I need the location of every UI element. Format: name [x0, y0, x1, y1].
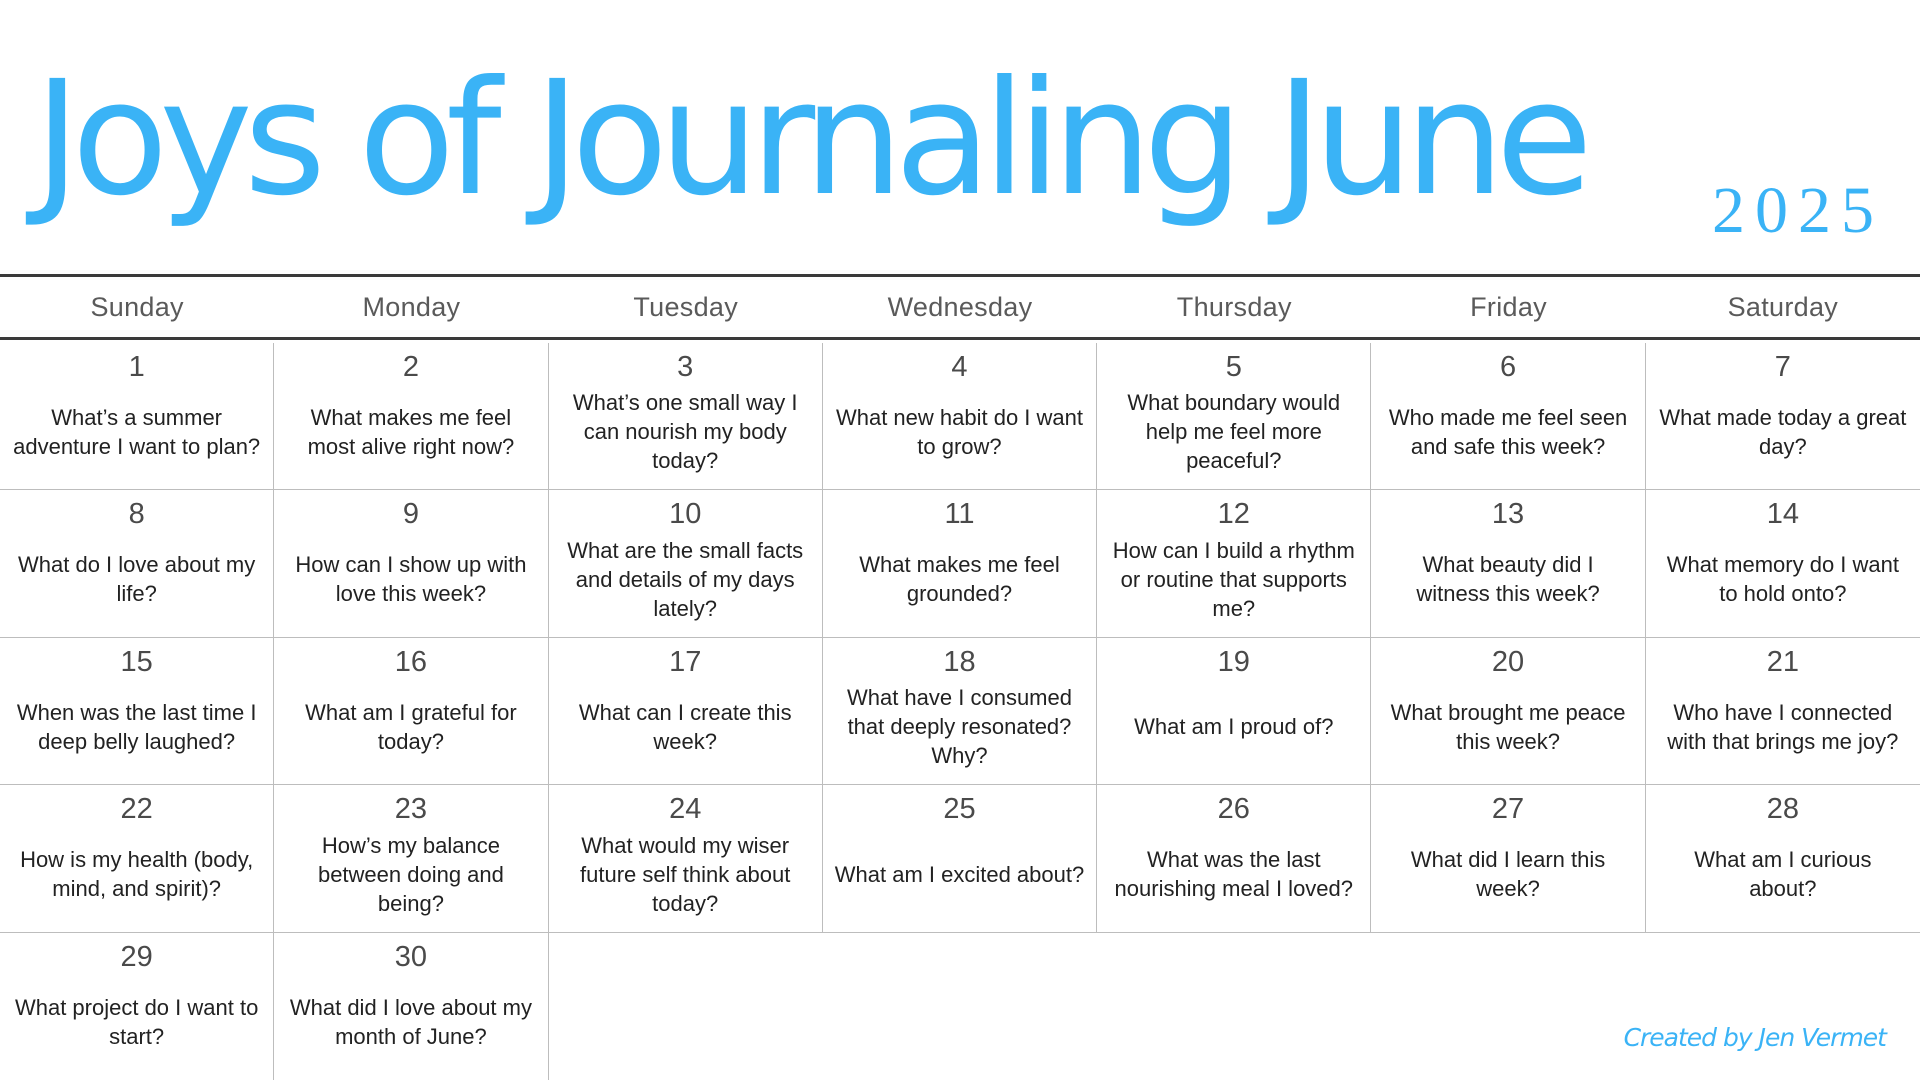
empty-cell	[1097, 933, 1371, 1080]
weekday-monday: Monday	[362, 291, 461, 322]
day-number: 3	[677, 351, 694, 383]
day-cell	[1646, 343, 1920, 490]
day-number: 22	[120, 793, 153, 826]
day-prompt: How can I show up with love this week?	[295, 552, 527, 607]
day-prompt: What did I learn this week?	[1410, 847, 1606, 902]
day-cell	[274, 343, 548, 490]
day-number: 9	[402, 498, 419, 531]
day-cell	[1097, 343, 1371, 490]
day-cell	[1371, 785, 1645, 932]
day-cell	[1371, 638, 1645, 785]
day-prompt: How can I build a rhythm or routine that supports me?	[1112, 537, 1355, 621]
day-cell	[549, 490, 823, 637]
day-prompt: What boundary would help me feel more peaceful?	[1127, 390, 1341, 474]
day-number: 21	[1766, 645, 1799, 678]
day-prompt: What makes me feel grounded?	[859, 552, 1060, 607]
day-prompt: What was the last nourishing meal I loved?	[1114, 847, 1354, 902]
weekday-friday: Friday	[1470, 291, 1547, 322]
day-prompt: What are the small facts and details of my days lately?	[567, 537, 804, 621]
day-cell	[823, 490, 1097, 637]
day-cell	[823, 638, 1097, 785]
day-number: 16	[394, 645, 428, 678]
day-prompt: What made today a great day?	[1659, 404, 1907, 459]
day-number: 26	[1217, 793, 1250, 826]
day-cell	[549, 785, 823, 932]
empty-cell	[1646, 933, 1920, 1080]
day-prompt: What am I proud of?	[1134, 714, 1334, 740]
day-cell	[0, 933, 274, 1080]
credit-text: Created by Jen Vermet	[1623, 1023, 1886, 1052]
day-cell	[1371, 490, 1645, 637]
day-prompt: Who have I connected with that brings me joy?	[1667, 699, 1899, 754]
day-number: 15	[120, 645, 153, 678]
day-number: 20	[1491, 645, 1525, 678]
day-number: 5	[1225, 351, 1242, 383]
weekday-thursday: Thursday	[1176, 291, 1292, 322]
day-number: 11	[944, 498, 975, 531]
day-prompt: What’s a summer adventure I want to plan?	[13, 404, 261, 459]
day-number: 6	[1499, 351, 1517, 383]
day-prompt: What brought me peace this week?	[1390, 699, 1626, 754]
day-prompt: What’s one small way I can nourish my body today?	[572, 390, 798, 474]
day-number: 29	[120, 940, 153, 973]
weekday-sunday: Sunday	[90, 291, 184, 322]
day-cell	[274, 490, 548, 637]
day-cell	[549, 638, 823, 785]
day-prompt: What do I love about my life?	[18, 552, 256, 607]
empty-cell	[549, 933, 823, 1080]
day-number: 19	[1217, 645, 1250, 678]
day-cell	[1097, 785, 1371, 932]
day-cell	[1371, 343, 1645, 490]
day-cell	[274, 638, 548, 785]
day-cell	[1646, 490, 1920, 637]
day-prompt: What memory do I want to hold onto?	[1666, 552, 1899, 607]
day-number: 27	[1491, 793, 1525, 826]
day-number: 8	[128, 498, 145, 531]
day-number: 28	[1766, 793, 1799, 826]
weekday-header	[0, 274, 1920, 340]
day-number: 12	[1217, 498, 1250, 531]
day-number: 7	[1774, 351, 1791, 383]
day-cell	[549, 343, 823, 490]
day-prompt: What can I create this week?	[578, 699, 792, 754]
day-number: 1	[128, 351, 145, 383]
day-prompt: Who made me feel seen and safe this week?	[1388, 404, 1628, 459]
day-number: 24	[669, 793, 702, 826]
day-prompt: When was the last time I deep belly laughed?	[16, 699, 257, 754]
day-prompt: What project do I want to start?	[14, 994, 259, 1049]
weekday-tuesday: Tuesday	[633, 291, 739, 322]
day-cell	[274, 933, 548, 1080]
day-number: 14	[1766, 498, 1799, 531]
day-cell	[1097, 638, 1371, 785]
day-cell	[1646, 638, 1920, 785]
weekday-saturday: Saturday	[1727, 291, 1839, 322]
day-cell	[0, 638, 274, 785]
day-prompt: How’s my balance between doing and being?	[317, 832, 504, 916]
day-cell	[823, 785, 1097, 932]
day-cell	[0, 343, 274, 490]
day-number: 23	[394, 793, 428, 826]
day-prompt: What am I excited about?	[834, 861, 1085, 887]
day-prompt: How is my health (body, mind, and spirit)?	[20, 847, 254, 902]
day-prompt: What would my wiser future self think about today?	[580, 832, 791, 916]
day-prompt: What am I curious about?	[1694, 847, 1872, 902]
day-number: 13	[1491, 498, 1525, 531]
weekday-wednesday: Wednesday	[887, 291, 1033, 322]
day-prompt: What did I love about my month of June?	[289, 994, 532, 1049]
day-number: 17	[669, 645, 702, 678]
day-prompt: What am I grateful for today?	[305, 699, 517, 754]
day-cell	[1646, 785, 1920, 932]
day-number: 4	[951, 351, 968, 383]
empty-cell	[823, 933, 1097, 1080]
day-prompt: What have I consumed that deeply resonated? Why?	[846, 685, 1072, 769]
day-cell	[0, 490, 274, 637]
empty-cell	[1371, 933, 1645, 1080]
day-number: 25	[943, 793, 976, 826]
day-prompt: What makes me feel most alive right now?	[307, 404, 515, 459]
page-title: Joys of Journaling June	[34, 47, 1584, 231]
day-number: 10	[669, 498, 702, 531]
day-cell	[1097, 490, 1371, 637]
year-label: 2025	[1712, 174, 1884, 247]
day-number: 18	[943, 645, 976, 678]
day-cell	[274, 785, 548, 932]
calendar-grid	[0, 343, 1920, 1080]
day-number: 30	[394, 940, 428, 973]
day-number: 2	[402, 351, 419, 383]
day-prompt: What new habit do I want to grow?	[835, 404, 1083, 459]
day-cell	[0, 785, 274, 932]
day-prompt: What beauty did I witness this week?	[1416, 552, 1600, 607]
day-cell	[823, 343, 1097, 490]
